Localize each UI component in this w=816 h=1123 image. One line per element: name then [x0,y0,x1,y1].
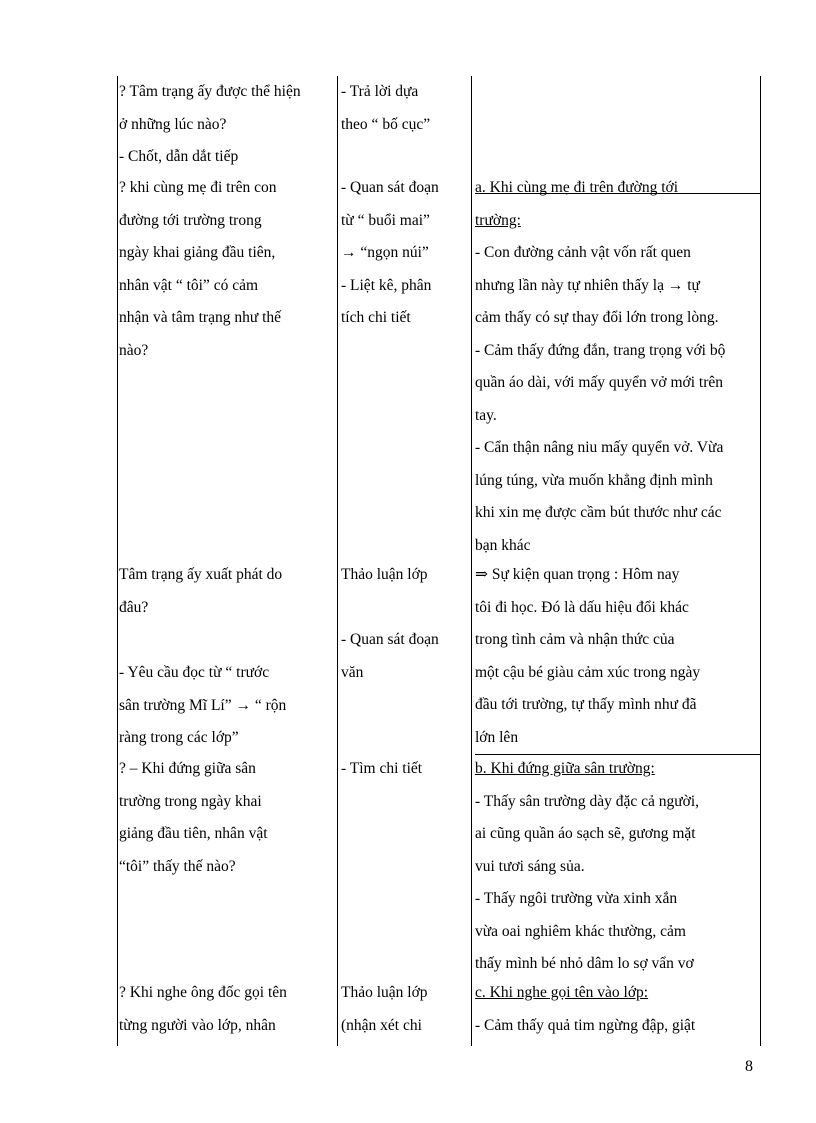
text-line: từ “ buổi mai” [341,211,430,229]
section-a [475,172,757,562]
teacher-question-mood [119,76,334,174]
text-line: vui tươi sáng sủa. [475,857,585,875]
text-line: tôi đi học. Đó là dấu hiệu đổi khác [475,598,689,616]
text-line: một cậu bé giàu cảm xúc trong ngày [475,663,701,681]
student-observe-passage [341,624,468,689]
text-line: ở những lúc nào? [119,115,227,133]
text-line: - Quan sát đoạn [341,179,439,196]
text-line: tay. [475,406,497,424]
text-line: - Cẩn thận nâng niu mấy quyển vở. Vừa [475,439,724,456]
text-line: ? – Khi đứng giữa sân [119,760,256,777]
student-observe-list [341,172,468,335]
teacher-question-rollcall [119,977,334,1042]
teacher-question-origin [119,559,334,624]
text-line: nhận và tâm trạng như thế [119,309,282,326]
text-line: ai cũng quần áo sạch sẽ, gương mặt [475,825,696,842]
text-line: Thảo luận lớp [341,984,428,1001]
table-border-right [760,76,761,1046]
text-line: đâu? [119,598,149,616]
text-line: - Chốt, dẫn dắt tiếp [119,148,239,165]
text-line: - Trả lời dựa [341,83,419,100]
section-a-heading-line: trường: [475,211,521,229]
text-line: vừa oai nghiêm khác thường, cảm [475,922,686,940]
student-class-discussion [341,559,468,592]
text-line: (nhận xét chi [341,1016,422,1034]
student-answer-layout [341,76,468,141]
text-line: nhân vật “ tôi” có cảm [119,276,259,294]
student-class-discussion-2 [341,977,468,1042]
text-line: - Con đường cảnh vật vốn rất quen [475,244,691,261]
table-border-left [117,76,118,1046]
text-line: Thảo luận lớp [341,566,428,583]
text-line: - Thấy sân trường dày đặc cả người, [475,792,700,810]
teacher-reading-request [119,657,334,755]
section-c-heading: c. Khi nghe gọi tên vào lớp: [475,984,649,1001]
text-line: Tâm trạng ấy xuất phát do [119,566,283,583]
text-line: sân trường Mĩ Lí” → “ rộn [119,696,287,714]
column-divider-2 [471,76,472,1046]
column-divider-1 [337,76,338,1046]
text-line: giảng đầu tiên, nhân vật [119,825,268,842]
text-line: từng người vào lớp, nhân [119,1016,276,1034]
text-line: nào? [119,341,149,359]
text-line: thấy mình bé nhỏ dâm lo sợ vẩn vơ [475,955,694,972]
section-c [475,977,757,1042]
text-line: - Liệt kê, phân [341,276,432,294]
text-line: bạn khác [475,536,531,554]
text-line: khi xin mẹ được cầm bút thước như các [475,504,722,521]
text-line: lúng túng, vừa muốn khẳng định mình [475,471,713,489]
text-line: trường trong ngày khai [119,792,262,810]
text-line: “tôi” thấy thế nào? [119,857,236,875]
text-line: ⇒ Sự kiện quan trọng : Hôm nay [475,566,680,583]
text-line: ? khi cùng mẹ đi trên con [119,179,277,196]
text-line: lớn lên [475,728,519,746]
text-line: đường tới trường trong [119,211,262,229]
summary-block [475,559,757,754]
section-a-heading: a. Khi cùng mẹ đi trên đường tới [475,179,679,196]
text-line: văn [341,663,364,681]
text-line: → “ngọn núi” [341,244,429,261]
page-number: 8 [745,1058,753,1075]
text-line: ? Tâm trạng ấy được thể hiện [119,83,301,100]
text-line: - Cảm thấy quả tim ngừng đập, giật [475,1016,696,1034]
text-line: quần áo dài, với mấy quyển vở mới trên [475,374,723,391]
text-line: ràng trong các lớp” [119,729,239,746]
teacher-question-schoolyard [119,753,334,883]
text-line: ? Khi nghe ông đốc gọi tên [119,984,287,1001]
text-line: - Cảm thấy đứng đắn, trang trọng với bộ [475,341,726,359]
text-line: nhưng lần này tự nhiên thấy lạ → tự [475,276,700,294]
text-line: ngày khai giảng đầu tiên, [119,244,276,261]
text-line: đầu tới trường, tự thấy mình như đã [475,696,697,713]
text-line: - Thấy ngôi trường vừa xinh xắn [475,890,678,907]
student-find-details [341,753,468,786]
section-b [475,753,757,981]
section-b-heading: b. Khi đứng giữa sân trường: [475,760,655,777]
text-line: trong tình cảm và nhận thức của [475,631,675,648]
teacher-question-road [119,172,334,367]
text-line: tích chi tiết [341,309,411,326]
text-line: cảm thấy có sự thay đổi lớn trong lòng. [475,309,719,326]
text-line: - Tìm chi tiết [341,760,423,777]
text-line: - Yêu cầu đọc từ “ trước [119,664,270,681]
text-line: - Quan sát đoạn [341,631,439,648]
text-line: theo “ bố cục” [341,115,431,133]
